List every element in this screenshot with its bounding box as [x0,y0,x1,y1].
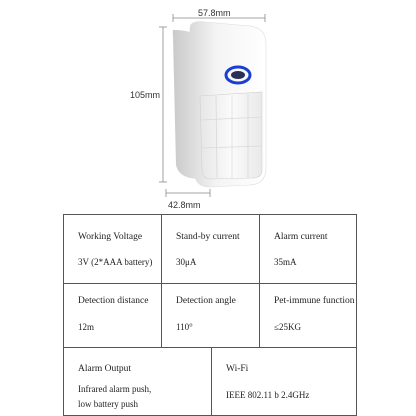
spec-value: ≤25KG [274,322,301,332]
spec-cell-wifi [212,348,357,416]
spec-label: Wi-Fi [226,364,249,374]
spec-value-line-2: low battery push [78,399,138,409]
spec-value: 30μA [176,257,197,267]
spec-label: Detection angle [176,296,236,306]
spec-value-line-1: Infrared alarm push, [78,384,152,394]
spec-value: 3V (2*AAA battery) [78,257,153,267]
spec-cell-working-voltage [64,215,162,284]
spec-value: 12m [78,322,95,332]
spec-label: Pet-immune function [274,296,355,306]
width-dimension-label: 57.8mm [198,8,231,18]
spec-cell-detection-distance [64,284,162,348]
depth-dimension-label: 42.8mm [168,200,201,210]
spec-value: 110° [176,322,193,332]
spec-value: IEEE 802.11 b 2.4GHz [226,390,310,400]
spec-label: Stand-by current [176,232,240,242]
spec-table [63,214,357,416]
spec-cell-alarm-output [64,348,212,416]
spec-cell-alarm-current [260,215,357,284]
spec-cell-pet-immune [260,284,357,348]
spec-cell-standby-current [162,215,260,284]
spec-label: Alarm Output [78,364,132,374]
spec-value: 35mA [274,257,297,267]
height-dimension-label: 105mm [130,90,161,100]
spec-cell-detection-angle [162,284,260,348]
spec-label: Working Voltage [78,232,143,242]
spec-label: Alarm current [274,232,328,242]
spec-label: Detection distance [78,296,149,306]
